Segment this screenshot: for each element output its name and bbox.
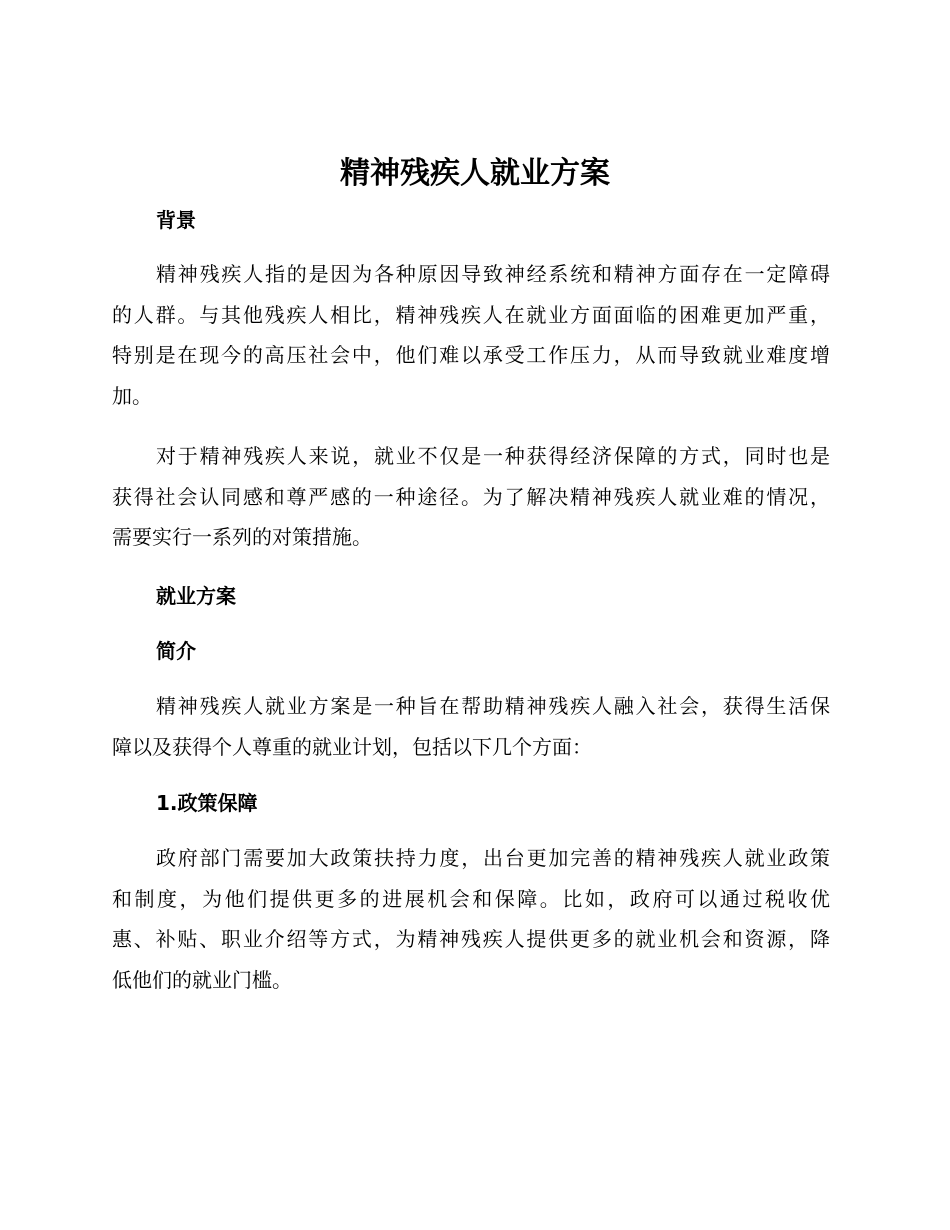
document-title: 精神残疾人就业方案 xyxy=(340,156,610,191)
paragraph-policy xyxy=(112,838,830,1000)
paragraph-line: 的人群。与其他残疾人相比，精神残疾人在就业方面面临的困难更加严重， xyxy=(112,302,830,327)
section-heading-policy: 1.政策保障 xyxy=(156,791,258,815)
paragraph-line: 需要实行一系列的对策措施。 xyxy=(112,525,372,549)
paragraph-line: 精神残疾人指的是因为各种原因导致神经系统和精神方面存在一定障碍 xyxy=(156,262,830,286)
paragraph-line: 和制度，为他们提供更多的进展机会和保障。比如，政府可以通过税收优 xyxy=(112,886,830,911)
paragraph-line: 加。 xyxy=(112,383,152,408)
paragraph-line: 对于精神残疾人来说，就业不仅是一种获得经济保障的方式，同时也是 xyxy=(156,444,830,468)
paragraph-line: 障以及获得个人尊重的就业计划，包括以下几个方面： xyxy=(112,734,592,759)
paragraph-line: 惠、补贴、职业介绍等方式，为精神残疾人提供更多的就业机会和资源，降 xyxy=(112,927,830,951)
paragraph-line: 精神残疾人就业方案是一种旨在帮助精神残疾人融入社会，获得生活保 xyxy=(156,694,830,718)
section-heading-plan: 就业方案 xyxy=(156,584,236,608)
paragraph-background-2 xyxy=(112,436,830,558)
paragraph-line: 政府部门需要加大政策扶持力度，出台更加完善的精神残疾人就业政策 xyxy=(156,846,830,870)
paragraph-background-1 xyxy=(112,254,830,416)
paragraph-line: 获得社会认同感和尊严感的一种途径。为了解决精神残疾人就业难的情况， xyxy=(112,484,830,509)
section-heading-background: 背景 xyxy=(156,208,196,232)
paragraph-intro xyxy=(112,686,830,767)
paragraph-line: 特别是在现今的高压社会中，他们难以承受工作压力，从而导致就业难度增 xyxy=(112,343,830,367)
section-heading-intro: 简介 xyxy=(156,639,196,663)
paragraph-line: 低他们的就业门槛。 xyxy=(112,967,292,992)
